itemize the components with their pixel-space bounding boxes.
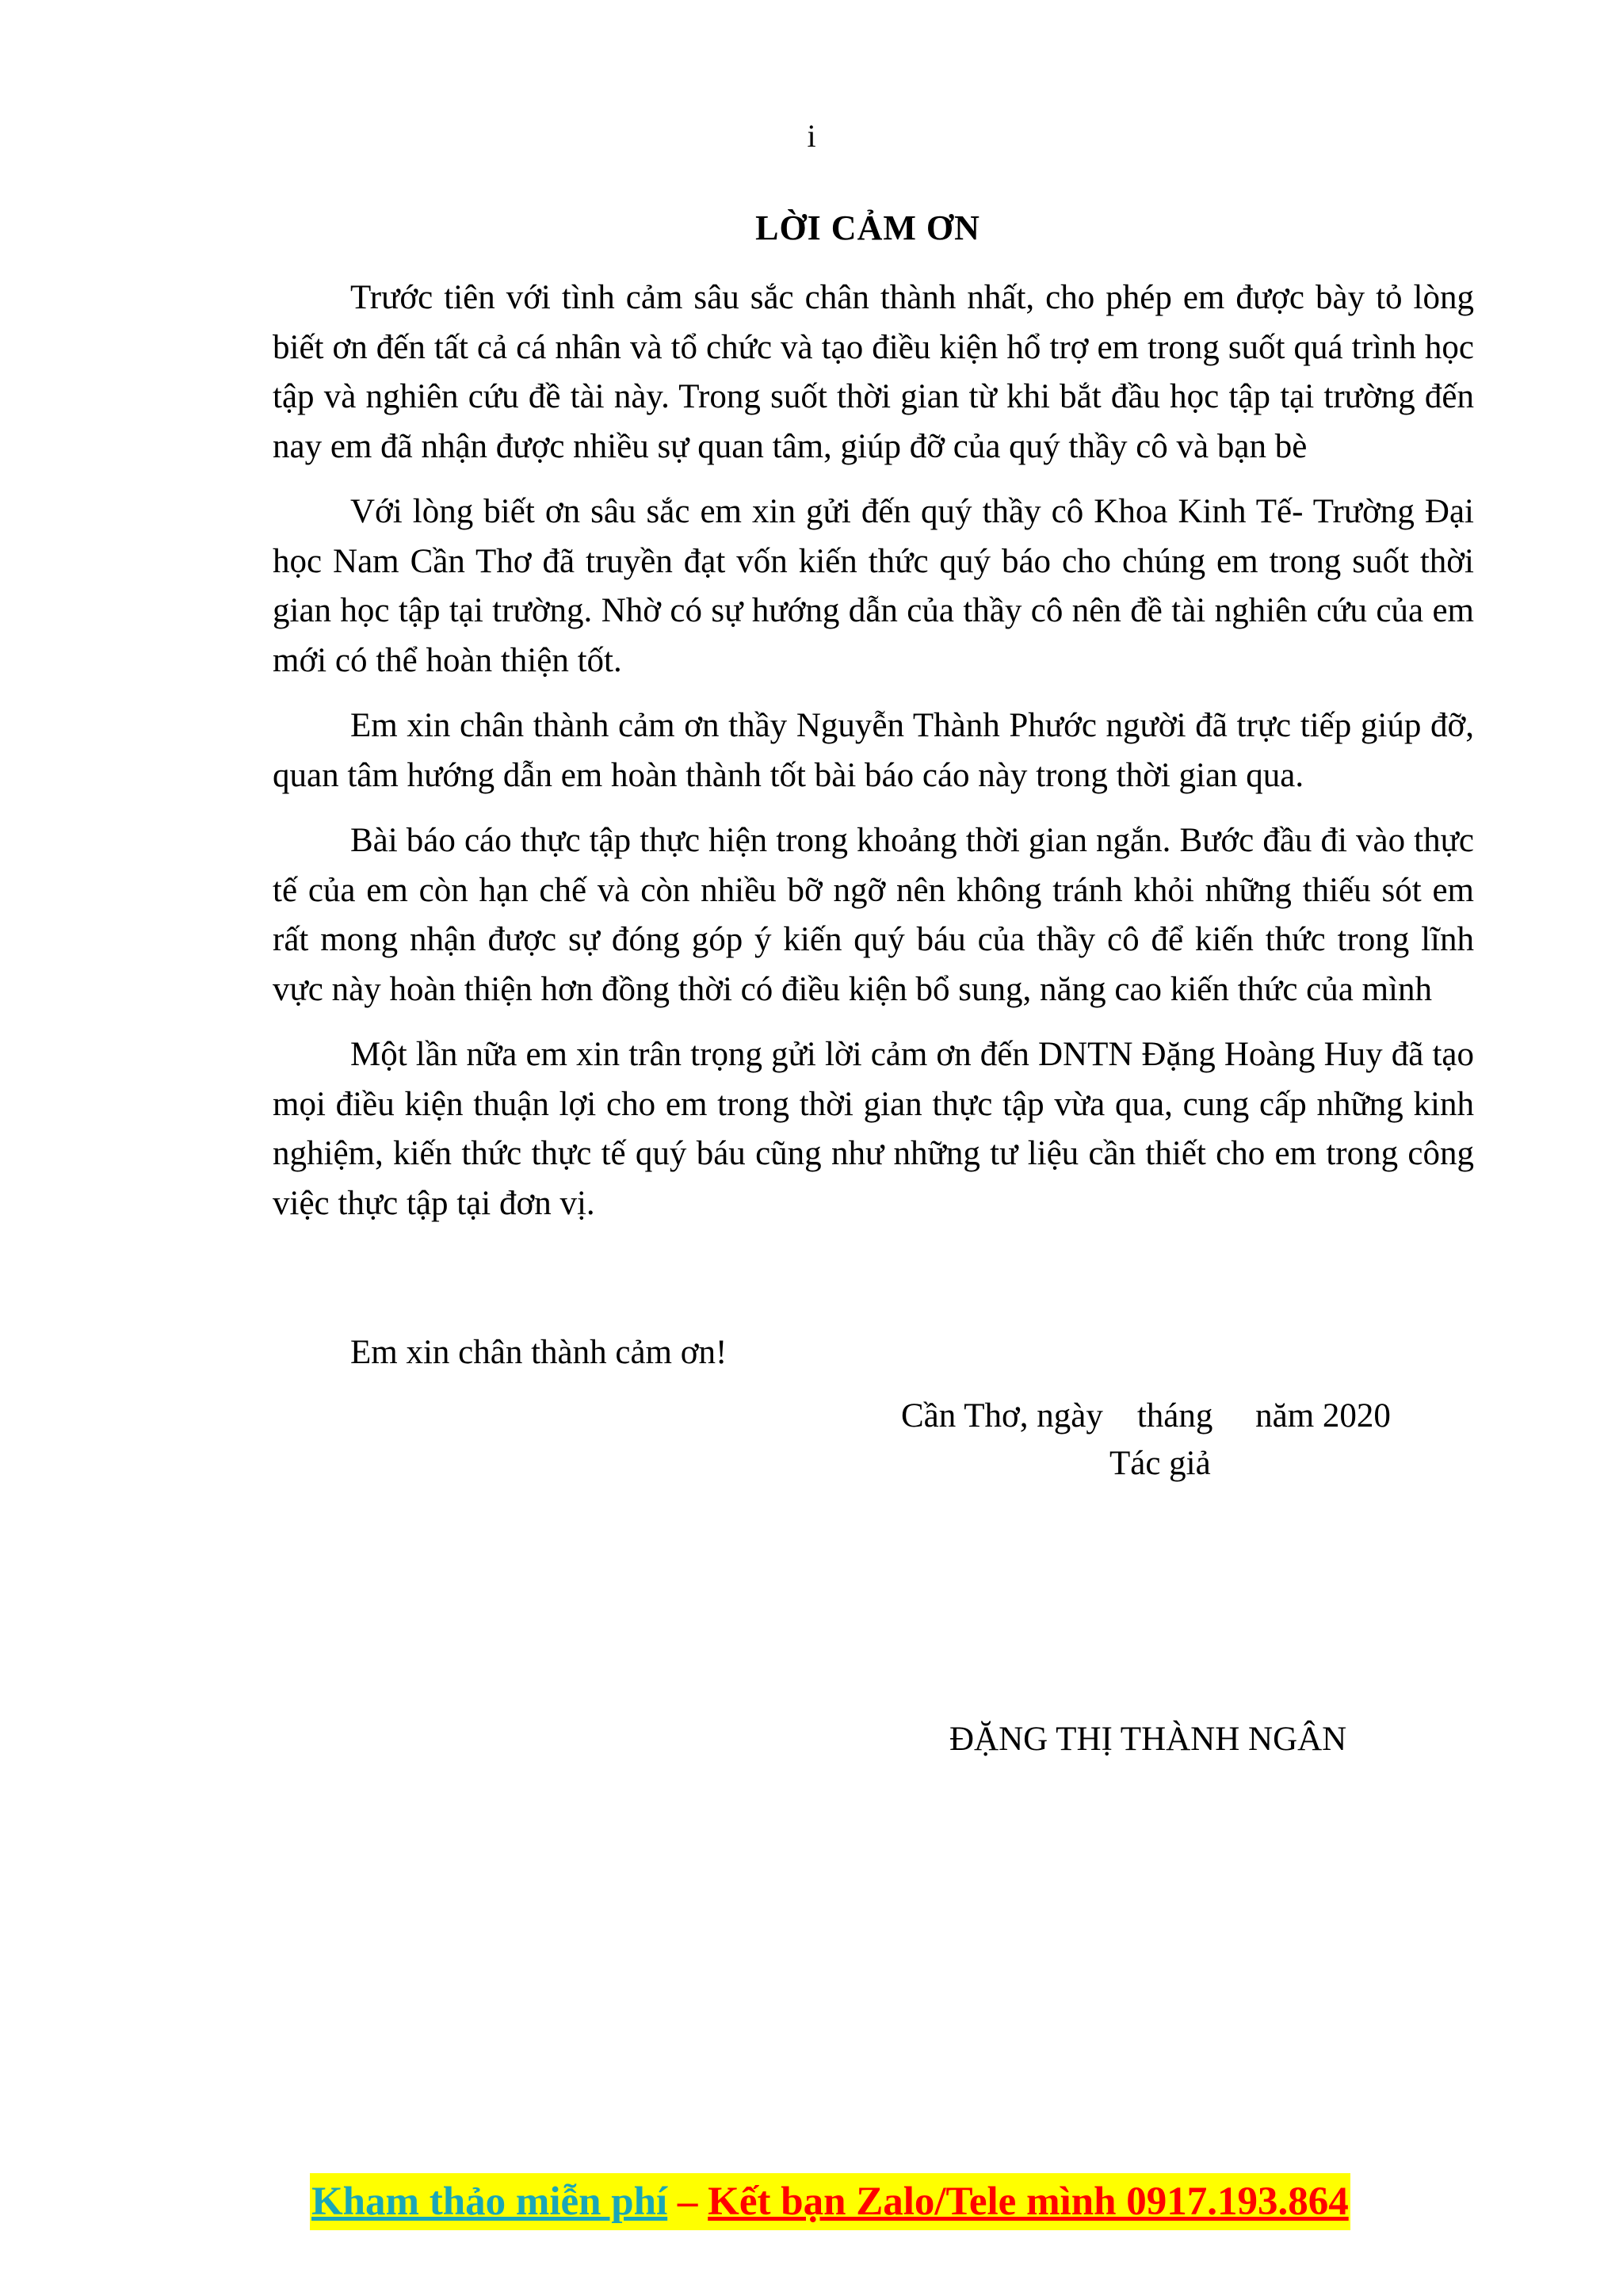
signature-name: ĐẶNG THỊ THÀNH NGÂN [949, 1721, 1347, 1758]
promo-banner [310, 2173, 1350, 2230]
promo-separator: – [667, 2179, 708, 2224]
page-title: LỜI CẢM ƠN [755, 208, 980, 247]
acknowledgement-body [273, 273, 1474, 1244]
promo-contact-link[interactable]: Kết bạn Zalo/Tele mình 0917.193.864 [708, 2179, 1349, 2224]
signature-date-line: Cần Thơ, ngày tháng năm 2020 [901, 1397, 1391, 1435]
page-number: i [807, 118, 816, 154]
paragraph: Với lòng biết ơn sâu sắc em xin gửi đến quý thầy cô Khoa Kinh Tế- Trường Đại học Nam Cần Thơ đã truyền đạt vốn kiến thức quý báo cho chúng em trong suốt thời gian học tập tại trường. Nhờ có sự hướng dẫn của thầy cô nên đề tài nghiên cứu của em mới có thể hoàn thiện tốt. [273, 493, 1474, 679]
signature-role: Tác giả [1109, 1445, 1211, 1482]
closing-line: Em xin chân thành cảm ơn! [350, 1334, 727, 1371]
paragraph: Bài báo cáo thực tập thực hiện trong khoảng thời gian ngắn. Bước đầu đi vào thực tế của em còn hạn chế và còn nhiều bỡ ngỡ nên không tránh khỏi những thiếu sót em rất mong nhận được sự đóng góp ý kiến quý báu của thầy cô để kiến thức trong lĩnh vực này hoàn thiện hơn đồng thời có điều kiện bổ sung, năng cao kiến thức của mình [273, 822, 1474, 1008]
paragraph: Trước tiên với tình cảm sâu sắc chân thành nhất, cho phép em được bày tỏ lòng biết ơn đến tất cả cá nhân và tổ chức và tạo điều kiện hổ trợ em trong suốt quá trình học tập và nghiên cứu đề tài này. Trong suốt thời gian từ khi bắt đầu học tập tại trường đến nay em đã nhận được nhiều sự quan tâm, giúp đỡ của quý thầy cô và bạn bè [273, 279, 1474, 465]
paragraph: Em xin chân thành cảm ơn thầy Nguyễn Thành Phước người đã trực tiếp giúp đỡ, quan tâm hướng dẫn em hoàn thành tốt bài báo cáo này trong thời gian qua. [273, 707, 1474, 794]
paragraph: Một lần nữa em xin trân trọng gửi lời cảm ơn đến DNTN Đặng Hoàng Huy đã tạo mọi điều kiện thuận lợi cho em trong thời gian thực tập vừa qua, cung cấp những kinh nghiệm, kiến thức thực tế quý báu cũng như những tư liệu cần thiết cho em trong công việc thực tập tại đơn vị. [273, 1036, 1474, 1222]
promo-free-link[interactable]: Kham thảo miễn phí [311, 2179, 668, 2224]
